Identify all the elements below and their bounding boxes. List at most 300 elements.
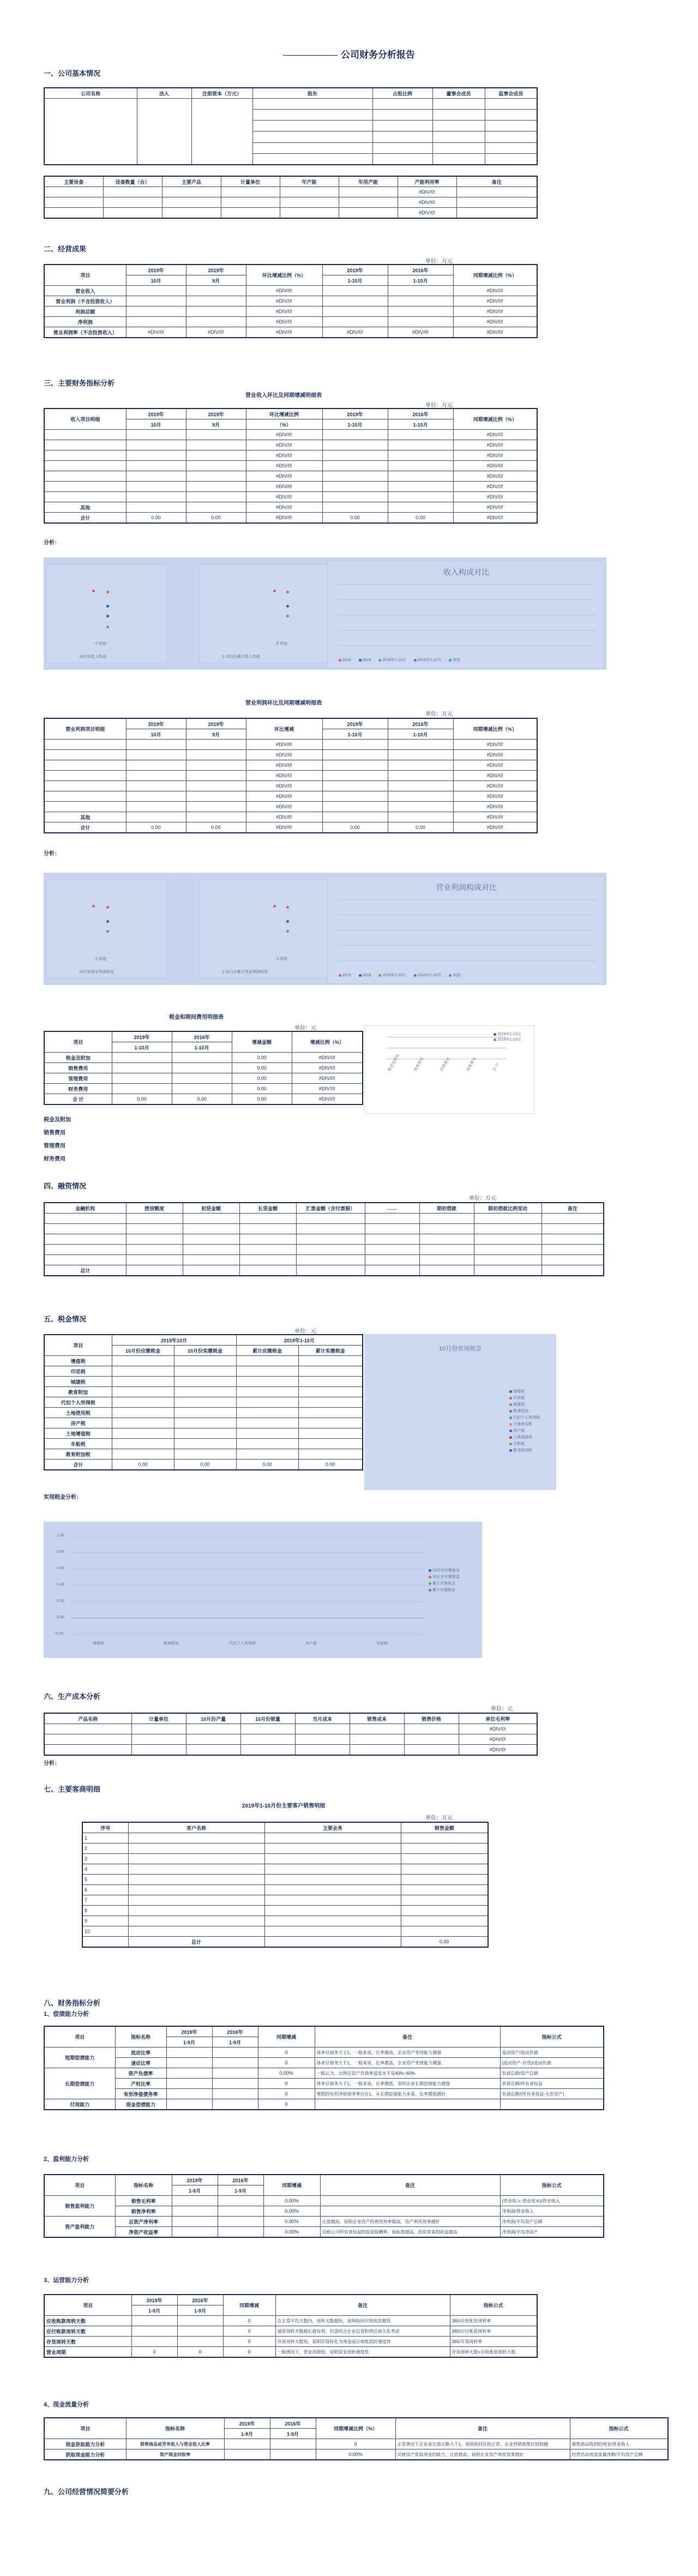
legend-swatch <box>509 1390 512 1393</box>
chart-marker <box>286 615 289 617</box>
table-cell <box>126 1234 183 1245</box>
section-3-heading: 三、主要财务指标分析 <box>44 379 115 387</box>
table-cell: 0 <box>316 2439 395 2449</box>
table-cell: 财务费用 <box>44 1084 112 1094</box>
chart-category: 0 其他 <box>95 957 106 961</box>
table-cell: 营业周期 <box>44 2347 131 2358</box>
table-cell <box>126 1224 183 1234</box>
table-cell: 资产现金回收率 <box>126 2449 224 2460</box>
table-cell <box>186 451 246 461</box>
table-cell: 0.00% <box>263 2206 320 2217</box>
table-cell: 10月 <box>126 275 186 286</box>
chart-category: 销售费用 <box>413 1056 425 1072</box>
table-cell: #DIV/0! <box>398 208 456 219</box>
table-cell: 环比增减比例（%） <box>246 265 322 286</box>
table-cell <box>456 187 537 197</box>
x-category: 房产税 <box>305 1642 317 1646</box>
chart-marker <box>286 906 289 909</box>
table-cell: 365/存货周转率 <box>450 2337 537 2347</box>
table-cell: 设备数量（台） <box>103 176 162 187</box>
table-cell <box>541 1255 604 1265</box>
table-cell: 客户名称 <box>128 1822 264 1833</box>
table-cell: 指标公式 <box>450 2295 537 2316</box>
table-cell <box>432 99 485 110</box>
chart-marker <box>286 591 289 593</box>
table-cell <box>388 812 453 822</box>
legend-swatch <box>359 659 362 662</box>
chart-marker <box>106 605 109 608</box>
table-cell: (营业收入-营业成本)/营业收入 <box>500 2196 604 2206</box>
table-cell <box>485 153 537 165</box>
bar-revenue-comparison <box>327 561 605 669</box>
table-cell <box>401 1926 488 1937</box>
table-cell <box>44 791 126 802</box>
table-cell: 占股比例 <box>372 88 432 99</box>
table-cell <box>112 1449 174 1460</box>
legend-swatch <box>449 659 452 662</box>
table-cell: 税金及附加 <box>44 1053 112 1063</box>
table-cell <box>339 197 398 208</box>
chart-marker <box>106 591 109 593</box>
table-cell: 负债总额/资产总额 <box>500 2068 604 2079</box>
table-cell: 2019年 <box>322 718 388 729</box>
table-cell <box>186 430 246 440</box>
pie-10m-revenue <box>46 564 167 663</box>
table-cell: 0.00 <box>174 1460 236 1470</box>
table-cell <box>388 760 453 771</box>
table-cell <box>419 1245 474 1255</box>
table-cell <box>44 1255 126 1265</box>
table-cell: 现金获取能力分析 <box>44 2439 126 2449</box>
table-cell: 备注 <box>541 1203 604 1214</box>
table-cell <box>419 1265 474 1276</box>
table-cell: #DIV/0! <box>453 296 537 307</box>
table-cell: #DIV/0! <box>453 440 537 451</box>
table-cell <box>212 2079 258 2089</box>
table-cell: 产品名称 <box>44 1713 131 1724</box>
table-cell <box>162 197 221 208</box>
table-cell <box>174 1449 236 1460</box>
legend-swatch <box>429 1582 431 1585</box>
legend-swatch <box>414 659 417 662</box>
table-cell: #DIV/0! <box>453 802 537 812</box>
gridline <box>339 584 595 585</box>
table-cell <box>126 791 186 802</box>
table-cell: 0.00 <box>388 513 453 524</box>
table-cell: #DIV/0! <box>246 461 322 471</box>
table-cell <box>456 197 537 208</box>
table-cell: 收入项目明细 <box>44 409 126 430</box>
table-cell: 1-9月 <box>212 2037 258 2047</box>
table-cell: 计量单位 <box>221 176 280 187</box>
table-cell <box>131 1734 186 1745</box>
table-cell: #DIV/0! <box>246 760 322 771</box>
table-cell: 备注 <box>456 176 537 187</box>
table-cell <box>252 121 372 131</box>
table-cell: 1-10月 <box>172 1042 232 1053</box>
table-cell <box>485 110 537 121</box>
legend-swatch <box>359 974 362 977</box>
table-cell <box>186 1724 240 1734</box>
table-cell <box>112 1073 172 1084</box>
table-cell <box>44 451 126 461</box>
table-cell: 董事会成员 <box>432 88 485 99</box>
table-cell <box>239 1214 296 1224</box>
table-cell <box>174 1397 236 1408</box>
table-cell: #DIV/0! <box>453 791 537 802</box>
table-cell: 土地增值税 <box>44 1428 112 1439</box>
chart-category: 税金及附加 <box>387 1053 401 1072</box>
table-cell: 速动比率 <box>115 2058 166 2068</box>
table-cell: 项目 <box>44 1031 112 1053</box>
chart-legend: 2019年1-10月 2016年1-10月 <box>494 1031 521 1042</box>
table-cell: 1-9月 <box>177 2305 223 2316</box>
table-cell: 同期增减比例（%） <box>453 409 537 430</box>
table-cell <box>126 1255 183 1265</box>
table-cell <box>103 197 162 208</box>
table-cell <box>372 110 432 121</box>
table-cell <box>172 1084 232 1094</box>
table-cell: 1 <box>82 1833 128 1844</box>
table-cell: 反映资产获取现金的能力，比值越高，说明企业资产利用效果越好 <box>395 2449 570 2460</box>
table-cell: #DIV/0! <box>453 430 537 440</box>
y-tick: 0.60 <box>57 1566 64 1570</box>
table-cell: 0.00 <box>232 1053 292 1063</box>
table-cell <box>264 1844 401 1854</box>
table-cell: 0.00 <box>298 1460 363 1470</box>
table-cell <box>218 2227 263 2238</box>
gridline <box>71 1585 425 1586</box>
table-cell <box>112 1408 174 1418</box>
table-cell: 主要业务 <box>264 1822 401 1833</box>
table-cell <box>44 471 126 482</box>
equipment-table <box>44 176 538 219</box>
table-cell: 0 <box>223 2337 275 2347</box>
table-cell: 净利润 <box>44 317 126 327</box>
table-cell <box>126 451 186 461</box>
section-2-heading: 二、经营成果 <box>44 245 87 253</box>
table-cell: 项目 <box>44 1335 112 1356</box>
table-cell <box>186 781 246 791</box>
chart-category: 财务费用 <box>466 1056 477 1072</box>
table-cell <box>103 208 162 219</box>
table-cell: 教育附加税 <box>44 1449 112 1460</box>
table-cell <box>432 131 485 142</box>
table-cell: #DIV/0! <box>453 740 537 750</box>
table-cell: 1-9月 <box>218 2185 263 2196</box>
table-cell: 利润总额 <box>44 307 126 317</box>
expense-note: 销售费用 <box>44 1130 65 1136</box>
table-cell <box>126 296 186 307</box>
table-cell <box>44 771 126 781</box>
table-cell <box>112 1084 172 1094</box>
table-cell <box>186 307 246 317</box>
table-cell <box>365 1245 419 1255</box>
table-cell <box>126 802 186 812</box>
table-cell <box>419 1214 474 1224</box>
table-cell: 备注 <box>320 2175 500 2196</box>
table-cell <box>432 142 485 153</box>
table-cell: 10月 <box>126 419 186 430</box>
table-cell <box>388 492 453 502</box>
table-cell: 0.00% <box>263 2217 320 2227</box>
table-cell <box>112 1428 174 1439</box>
table-cell: #DIV/0! <box>453 750 537 760</box>
table-cell: 合计 <box>44 513 126 524</box>
table-cell: 合计 <box>44 822 126 833</box>
table-cell: #DIV/0! <box>246 822 322 833</box>
table-cell <box>252 142 372 153</box>
table-cell: 销售盈利能力 <box>44 2196 115 2217</box>
table-cell <box>236 1449 298 1460</box>
tax-table <box>44 1334 363 1470</box>
legend-swatch <box>378 659 381 662</box>
y-tick: 0.00 <box>57 1616 64 1619</box>
table-cell: 项目 <box>44 2418 126 2439</box>
table-cell <box>322 781 388 791</box>
legend-swatch <box>509 1423 512 1426</box>
table-cell <box>126 307 186 317</box>
table-cell <box>322 430 388 440</box>
table-cell <box>388 802 453 812</box>
table-cell <box>44 802 126 812</box>
table-cell: 2 <box>82 1844 128 1854</box>
table-cell: 0.00 <box>232 1073 292 1084</box>
table-cell: 0.00 <box>112 1094 172 1105</box>
table-cell <box>186 492 246 502</box>
table-cell: 获取现金能力分析 <box>44 2449 126 2460</box>
table-cell <box>365 1255 419 1265</box>
table-cell: 期初借款比例变动 <box>474 1203 541 1214</box>
basic-info-table <box>44 87 538 165</box>
table-cell <box>128 1864 264 1875</box>
table-cell <box>177 2326 223 2337</box>
table-cell: #DIV/0! <box>388 327 453 338</box>
table-cell <box>350 1734 404 1745</box>
table-cell: 10月份应缴税金 <box>112 1346 174 1356</box>
table-cell <box>128 1906 264 1916</box>
table-cell <box>322 471 388 482</box>
table-cell: 销售金额 <box>401 1822 488 1833</box>
table-cell <box>298 1356 363 1366</box>
table-cell: #DIV/0! <box>246 502 322 513</box>
table-cell: 0 <box>223 2347 275 2358</box>
table-cell <box>172 1053 232 1063</box>
table-cell: 4 <box>82 1864 128 1875</box>
table-cell <box>270 2449 316 2460</box>
table-cell <box>212 2058 258 2068</box>
table-cell: 印花税 <box>44 1366 112 1377</box>
chart-marker <box>273 590 276 592</box>
table-cell: #DIV/0! <box>453 492 537 502</box>
table-cell <box>186 471 246 482</box>
table-cell <box>126 317 186 327</box>
table-cell: 反映公司所有者权益的投资报酬率，指标值越高，投资带来的收益越高 <box>320 2227 500 2238</box>
table-cell <box>541 1245 604 1255</box>
table-cell: #DIV/0! <box>292 1053 363 1063</box>
table-cell: 指标公式 <box>500 2175 604 2196</box>
table-cell: #DIV/0! <box>246 740 322 750</box>
table-cell <box>280 197 339 208</box>
unit-label: 单位：万元 <box>425 403 453 409</box>
table-cell: #DIV/0! <box>292 1084 363 1094</box>
gridline <box>71 1552 425 1553</box>
table-cell <box>322 461 388 471</box>
table-cell: 其他 <box>44 502 126 513</box>
table-cell: 0.00% <box>263 2227 320 2238</box>
table-cell <box>388 296 453 307</box>
unit-label: 单位：元 <box>294 1329 316 1335</box>
table-cell <box>183 1234 239 1245</box>
table-cell <box>126 440 186 451</box>
table-cell: 0 <box>258 2079 315 2089</box>
table-cell: #DIV/0! <box>459 1734 537 1745</box>
table-cell <box>224 2439 270 2449</box>
table-cell <box>126 471 186 482</box>
table-cell <box>298 1397 363 1408</box>
table-cell: 比值越高，说明企业资产的利用效率越高，资产利用效果越好 <box>320 2217 500 2227</box>
chart-marker <box>106 930 109 933</box>
table-cell: 0.00 <box>126 513 186 524</box>
table-cell <box>126 461 186 471</box>
y-tick: 1.00 <box>57 1534 64 1538</box>
table-cell <box>186 812 246 822</box>
chart-marker <box>106 906 109 909</box>
legend-swatch <box>509 1449 512 1452</box>
table-cell: #DIV/0! <box>453 307 537 317</box>
table-cell: #DIV/0! <box>453 461 537 471</box>
table-cell: 公司名称 <box>44 88 137 99</box>
table-cell: #DIV/0! <box>453 451 537 461</box>
table-cell: 2019年 <box>126 409 186 419</box>
table-cell: #DIV/0! <box>246 471 322 482</box>
table-cell <box>264 1864 401 1875</box>
gridline <box>339 599 595 600</box>
table-cell: 销售毛利率 <box>115 2196 172 2206</box>
table-cell: #DIV/0! <box>292 1094 363 1105</box>
table-cell: 总计 <box>128 1937 264 1948</box>
table-cell <box>44 461 126 471</box>
table-cell: 理想的有形净值债务率应在1，从长期偿债能力来看，比率越低越好 <box>315 2089 500 2099</box>
table-cell <box>264 1906 401 1916</box>
table-cell: 销售成本 <box>350 1713 404 1724</box>
table-cell: #DIV/0! <box>246 802 322 812</box>
table-cell: 1-9月 <box>166 2037 212 2047</box>
table-cell: 项目 <box>44 265 126 286</box>
table-cell: 0.00 <box>126 822 186 833</box>
table-cell: 产权比率 <box>115 2079 166 2089</box>
table-cell: 当月成本 <box>295 1713 350 1724</box>
table-cell <box>401 1885 488 1895</box>
table-cell: #DIV/0! <box>453 513 537 524</box>
legend-swatch <box>509 1416 512 1419</box>
table-cell <box>474 1245 541 1255</box>
table-cell <box>128 1833 264 1844</box>
table-cell <box>485 131 537 142</box>
table-cell <box>372 121 432 131</box>
gridline <box>71 1634 425 1635</box>
table-cell: 存货周转天数 <box>44 2337 131 2347</box>
table-cell: 2019年 <box>186 265 246 275</box>
legend-swatch <box>339 659 341 662</box>
table-cell <box>264 1854 401 1864</box>
table-cell: 2019年 <box>131 2295 177 2305</box>
table-cell: 教育附加 <box>44 1387 112 1397</box>
table-cell: 营业收入 <box>44 286 126 296</box>
table-cell: 销售费用 <box>44 1063 112 1073</box>
table-cell: 销售商品或劳务收入与营业收入比率 <box>126 2439 224 2449</box>
table-cell: 有形净值债务率 <box>115 2089 166 2099</box>
table-cell: 监事会成员 <box>485 88 537 99</box>
table-cell: #DIV/0! <box>453 482 537 492</box>
table-cell: #DIV/0! <box>459 1724 537 1734</box>
table-cell <box>264 1875 401 1885</box>
table-cell <box>112 1053 172 1063</box>
legend-swatch <box>509 1443 512 1445</box>
table-cell: 同期增减比例（%） <box>453 265 537 286</box>
table-cell: #DIV/0! <box>246 440 322 451</box>
table-cell <box>401 1844 488 1854</box>
table-cell: 0.00 <box>236 1460 298 1470</box>
table-cell <box>44 1724 131 1734</box>
chart-category: 合 计 <box>492 1062 500 1072</box>
table-cell: 同期增减 <box>263 2175 320 2196</box>
table-cell <box>172 2227 218 2238</box>
table-cell <box>315 2099 500 2110</box>
revenue-table-caption: 营业收入环比及同期增减明细表 <box>245 393 322 399</box>
table-cell <box>126 750 186 760</box>
y-tick: 0.20 <box>57 1599 64 1603</box>
table-cell: #DIV/0! <box>246 317 322 327</box>
table-cell <box>128 1844 264 1854</box>
profit-table-caption: 营业利润环比及同期增减明细表 <box>245 700 322 706</box>
table-cell: #DIV/0! <box>453 286 537 296</box>
table-cell: #DIV/0! <box>246 296 322 307</box>
table-cell <box>183 1255 239 1265</box>
chart-marker <box>286 920 289 923</box>
legend-swatch <box>429 1589 431 1592</box>
table-cell <box>252 153 372 165</box>
table-cell <box>432 110 485 121</box>
table-cell <box>44 1245 126 1255</box>
table-cell <box>322 740 388 750</box>
table-cell <box>128 1854 264 1864</box>
table-cell <box>264 1937 401 1948</box>
table-cell <box>485 142 537 153</box>
table-cell <box>404 1724 459 1734</box>
legend-swatch <box>509 1397 512 1400</box>
table-cell: 10月 <box>126 729 186 740</box>
gridline <box>339 960 595 961</box>
table-cell: #DIV/0! <box>246 513 322 524</box>
pie-10m-profit <box>46 879 167 978</box>
table-cell <box>541 1234 604 1245</box>
table-cell: 城建税 <box>44 1377 112 1387</box>
solvency-subheading: 1、偿债能力分析 <box>44 2011 89 2017</box>
table-cell: 项目 <box>44 2295 131 2316</box>
table-cell: 资产盈利能力 <box>44 2217 115 2238</box>
table-cell: 净利润/营业收入 <box>500 2206 604 2217</box>
table-cell: …… <box>365 1203 419 1214</box>
table-cell <box>298 1418 363 1428</box>
table-cell: 期初借款 <box>419 1203 474 1214</box>
table-cell <box>298 1387 363 1397</box>
section-4-heading: 四、融资情况 <box>44 1182 87 1190</box>
chart-subtitle: 10月份收入构成 <box>79 655 106 659</box>
table-cell: #DIV/0! <box>322 327 388 338</box>
table-cell <box>44 781 126 791</box>
table-cell <box>177 2316 223 2326</box>
